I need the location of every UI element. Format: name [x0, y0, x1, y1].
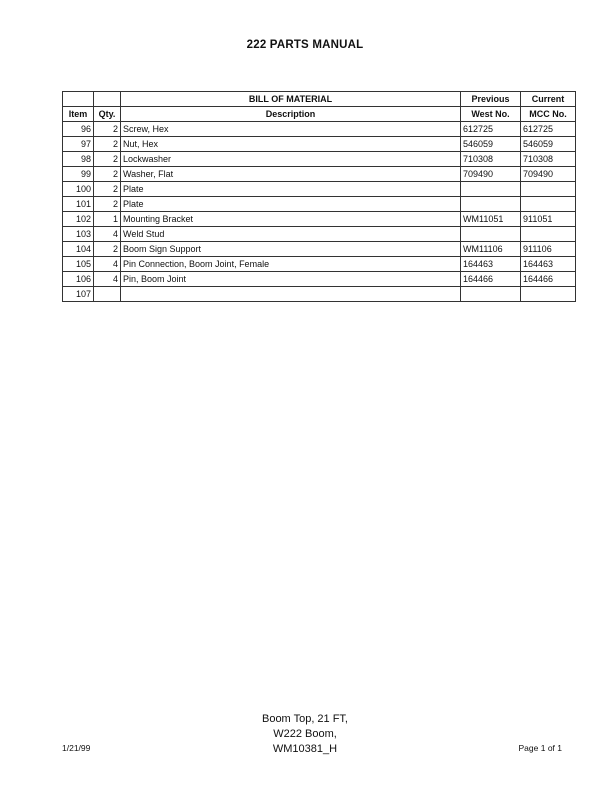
- cell-item: 97: [63, 137, 94, 152]
- table-row: [63, 212, 576, 227]
- cell-item: 96: [63, 122, 94, 137]
- table-row: [63, 242, 576, 257]
- cell-description: Plate: [121, 197, 461, 212]
- cell-west-no: 164466: [461, 272, 521, 287]
- cell-item: 100: [63, 182, 94, 197]
- table-row: [63, 122, 576, 137]
- table-row: [63, 152, 576, 167]
- cell-mcc-no: [521, 197, 576, 212]
- cell-west-no: 164463: [461, 257, 521, 272]
- cell-mcc-no: 546059: [521, 137, 576, 152]
- cell-item: 102: [63, 212, 94, 227]
- cell-description: Pin, Boom Joint: [121, 272, 461, 287]
- table-row: [63, 182, 576, 197]
- cell-qty: 2: [94, 152, 121, 167]
- table-row: [63, 227, 576, 242]
- cell-qty: 4: [94, 227, 121, 242]
- cell-item: 103: [63, 227, 94, 242]
- cell-description: Washer, Flat: [121, 167, 461, 182]
- cell-west-no: WM11106: [461, 242, 521, 257]
- column-header-description: Description: [121, 107, 461, 122]
- header-previous: Previous: [461, 92, 521, 107]
- table-group-header-row: [63, 92, 576, 107]
- footer-page-number: Page 1 of 1: [518, 743, 562, 753]
- table-column-header-row: [63, 107, 576, 122]
- cell-qty: 2: [94, 122, 121, 137]
- cell-west-no: 546059: [461, 137, 521, 152]
- table-row: [63, 257, 576, 272]
- column-header-item: Item: [63, 107, 94, 122]
- footer-line-1: Boom Top, 21 FT,: [261, 713, 348, 725]
- bom-section-title: BILL OF MATERIAL: [121, 92, 461, 107]
- cell-description: Pin Connection, Boom Joint, Female: [121, 257, 461, 272]
- column-header-mcc-no: MCC No.: [521, 107, 576, 122]
- cell-west-no: [461, 227, 521, 242]
- footer-date: 1/21/99: [62, 743, 91, 753]
- cell-item: 99: [63, 167, 94, 182]
- table-row: [63, 167, 576, 182]
- cell-description: Plate: [121, 182, 461, 197]
- cell-description: Nut, Hex: [121, 137, 461, 152]
- cell-qty: 2: [94, 182, 121, 197]
- cell-item: 105: [63, 257, 94, 272]
- cell-mcc-no: 911106: [521, 242, 576, 257]
- header-blank-qty: [94, 92, 121, 107]
- cell-description: Boom Sign Support: [121, 242, 461, 257]
- cell-mcc-no: 911051: [521, 212, 576, 227]
- bill-of-material-table: [62, 91, 576, 302]
- footer-line-3: WM10381_H: [272, 743, 338, 755]
- footer-line-2: W222 Boom,: [273, 728, 337, 740]
- cell-qty: 2: [94, 197, 121, 212]
- cell-item: 101: [63, 197, 94, 212]
- cell-qty: 2: [94, 242, 121, 257]
- cell-description: Screw, Hex: [121, 122, 461, 137]
- cell-qty: 2: [94, 167, 121, 182]
- cell-qty: 1: [94, 212, 121, 227]
- cell-west-no: 612725: [461, 122, 521, 137]
- page-title: 222 PARTS MANUAL: [246, 39, 364, 51]
- cell-qty: 4: [94, 257, 121, 272]
- header-current: Current: [521, 92, 576, 107]
- table-row: [63, 272, 576, 287]
- cell-west-no: [461, 287, 521, 302]
- table-row: [63, 137, 576, 152]
- cell-mcc-no: 710308: [521, 152, 576, 167]
- cell-qty: 4: [94, 272, 121, 287]
- cell-mcc-no: 164463: [521, 257, 576, 272]
- table-row: [63, 197, 576, 212]
- cell-description: Weld Stud: [121, 227, 461, 242]
- cell-item: 98: [63, 152, 94, 167]
- cell-item: 106: [63, 272, 94, 287]
- cell-west-no: [461, 182, 521, 197]
- cell-west-no: WM11051: [461, 212, 521, 227]
- table-row: [63, 287, 576, 302]
- cell-qty: [94, 287, 121, 302]
- cell-west-no: [461, 197, 521, 212]
- cell-west-no: 709490: [461, 167, 521, 182]
- cell-mcc-no: 709490: [521, 167, 576, 182]
- cell-mcc-no: [521, 287, 576, 302]
- cell-mcc-no: 164466: [521, 272, 576, 287]
- cell-item: 104: [63, 242, 94, 257]
- cell-mcc-no: [521, 182, 576, 197]
- column-header-west-no: West No.: [461, 107, 521, 122]
- cell-description: [121, 287, 461, 302]
- header-blank-item: [63, 92, 94, 107]
- bom-table-body: [63, 122, 576, 302]
- column-header-qty: Qty.: [94, 107, 121, 122]
- cell-mcc-no: [521, 227, 576, 242]
- cell-west-no: 710308: [461, 152, 521, 167]
- cell-description: Lockwasher: [121, 152, 461, 167]
- cell-item: 107: [63, 287, 94, 302]
- cell-mcc-no: 612725: [521, 122, 576, 137]
- cell-qty: 2: [94, 137, 121, 152]
- cell-description: Mounting Bracket: [121, 212, 461, 227]
